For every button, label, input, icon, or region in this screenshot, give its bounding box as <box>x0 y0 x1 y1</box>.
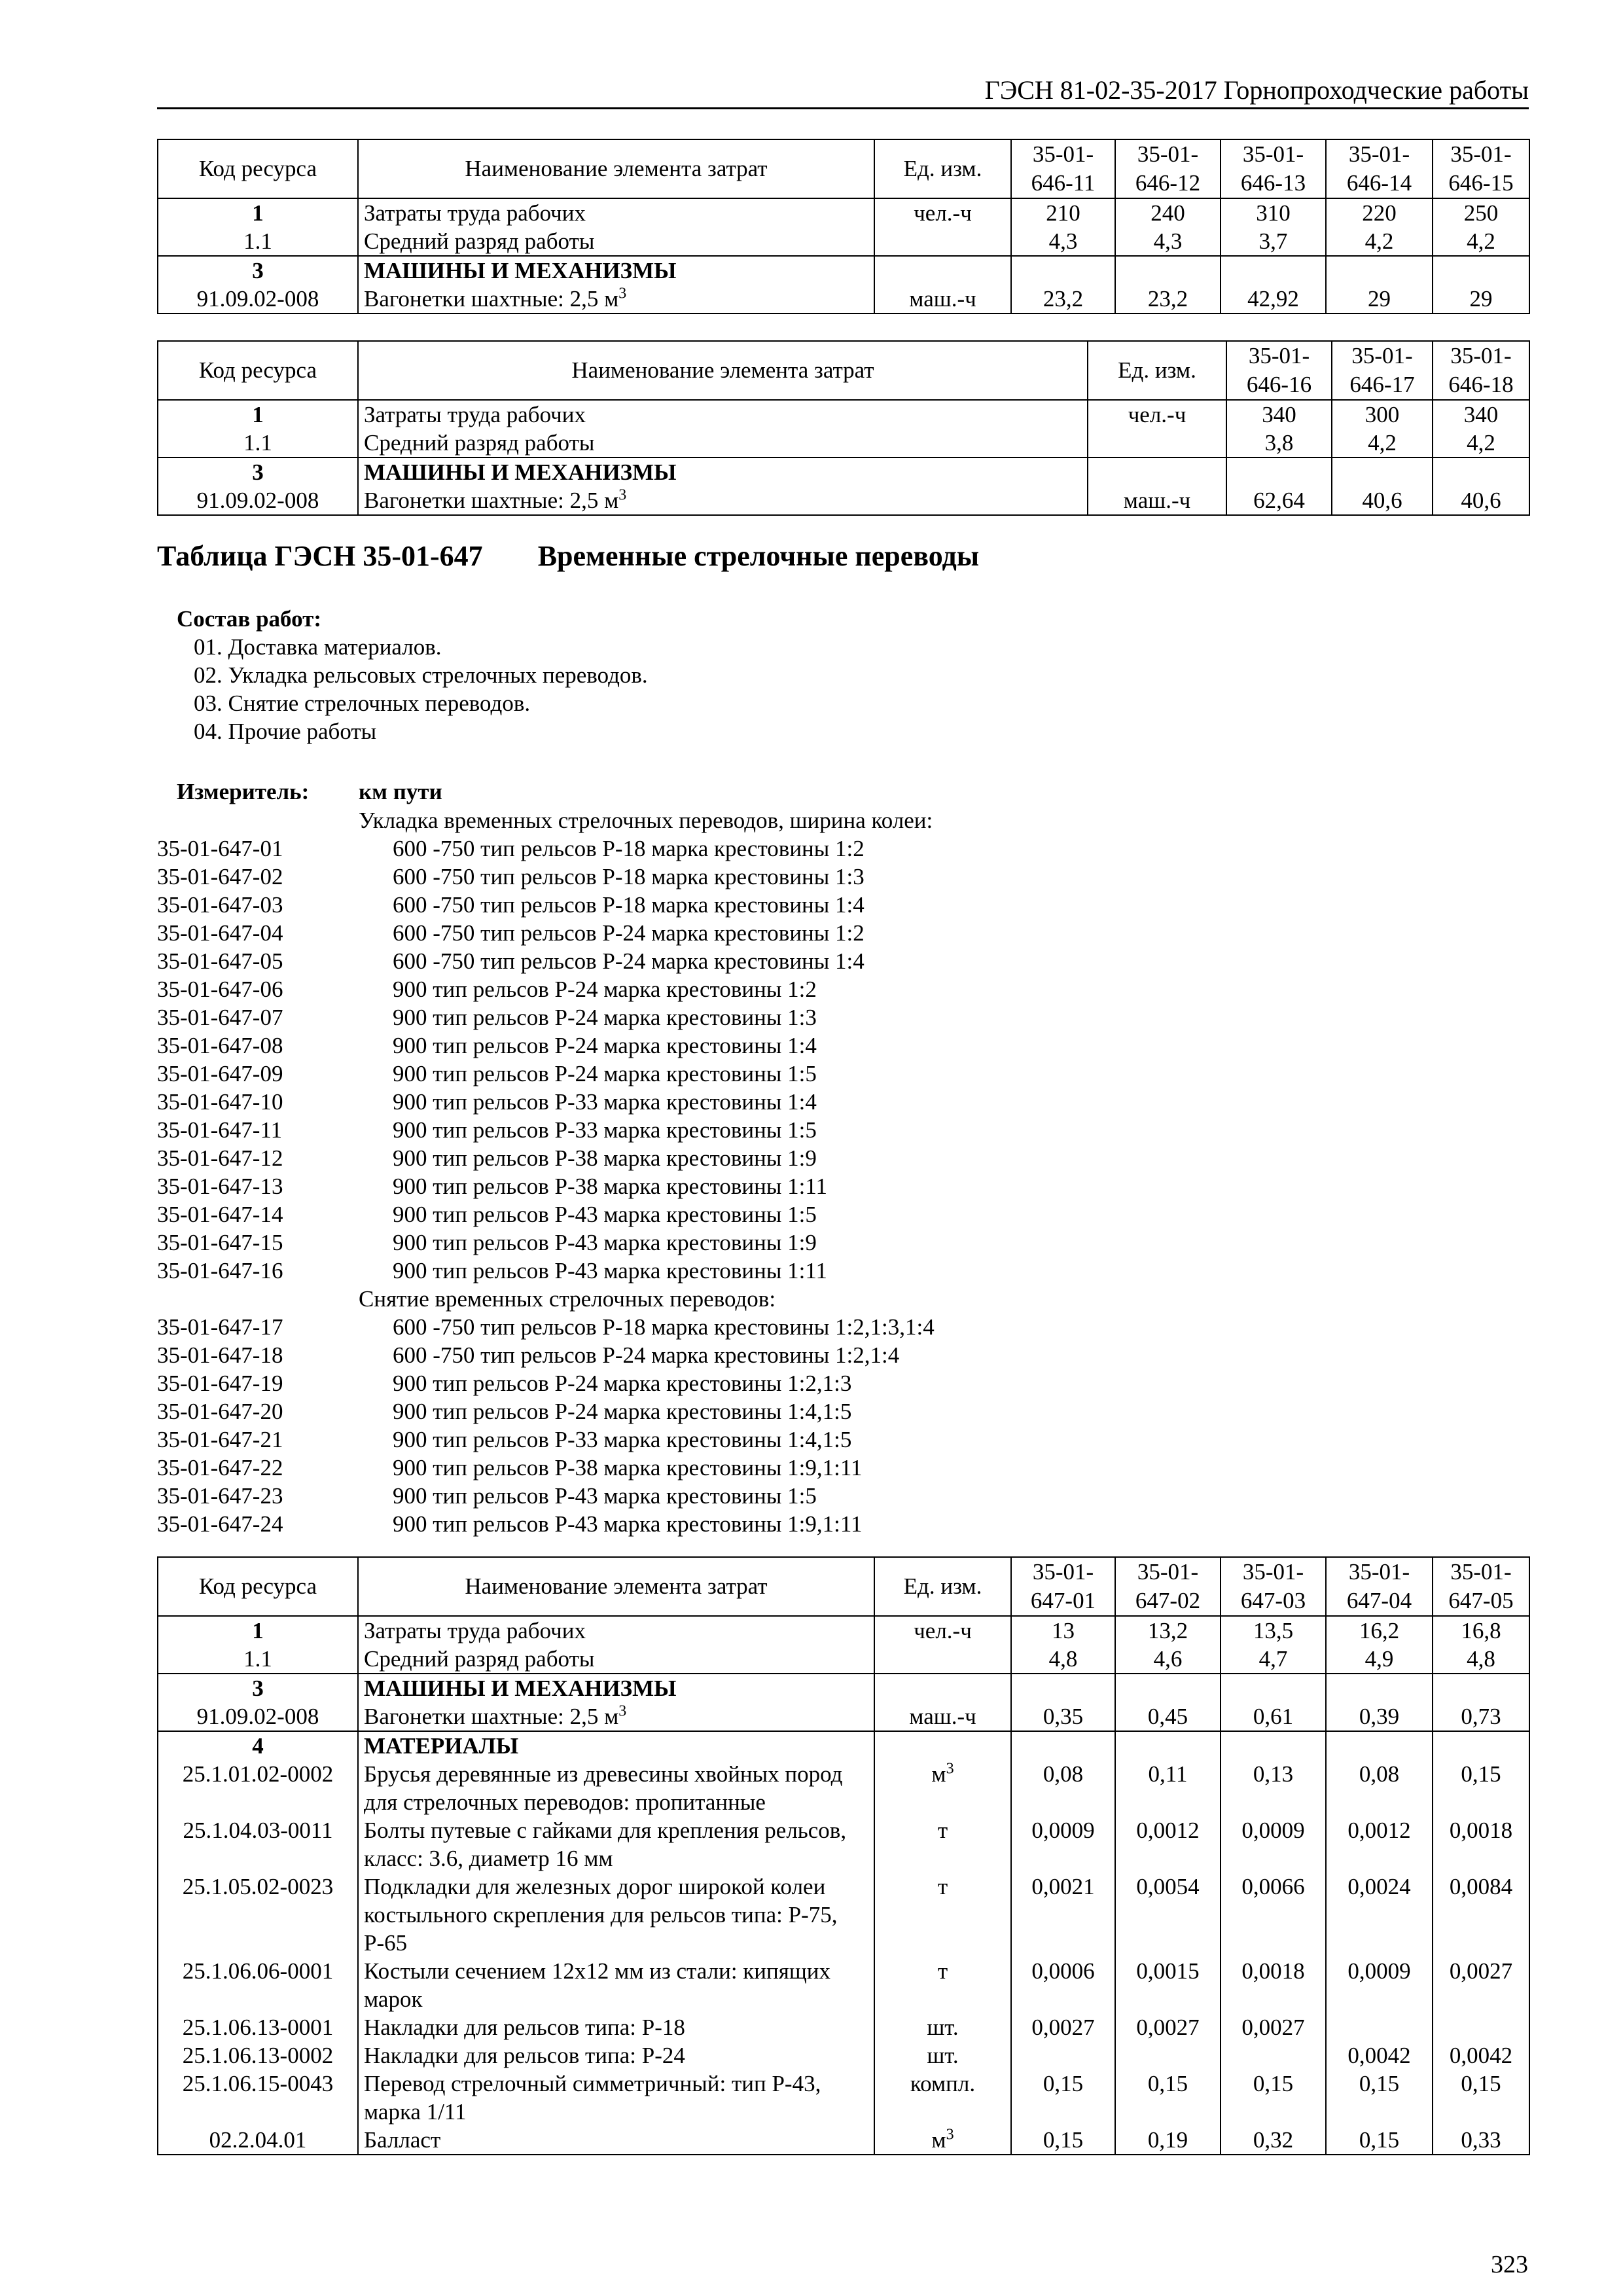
norm-description: 900 тип рельсов Р-33 марка крестовины 1:4,1:5 <box>393 1427 852 1452</box>
table-row: 3 МАШИНЫ И МЕХАНИЗМЫ <box>158 256 1529 285</box>
col-unit-header: Ед. изм. <box>874 139 1011 198</box>
col-norm-header: 35-01- 647-01 <box>1011 1557 1115 1616</box>
col-norm-header: 35-01- 646-11 <box>1011 139 1115 198</box>
col-name-header: Наименование элемента затрат <box>358 1557 874 1616</box>
measure-value: км пути <box>359 779 442 804</box>
norm-code: 35-01-647-06 <box>157 977 283 1002</box>
table-row: 25.1.01.02-0002 Брусья деревянные из древесины хвойных пород для стрелочных переводов: пропитанные $м^3$ 0,08 0,11 0,13 0,08 0,15 <box>158 1760 1529 1816</box>
norm-code: 35-01-647-05 <box>157 948 283 974</box>
page-number: 323 <box>1491 2251 1528 2278</box>
norm-code: 35-01-647-12 <box>157 1145 283 1171</box>
col-norm-header: 35-01- 646-17 <box>1332 341 1433 400</box>
norm-description: 600 -750 тип рельсов Р-18 марка крестовины 1:3 <box>393 864 865 889</box>
norm-code: 35-01-647-19 <box>157 1371 283 1396</box>
composition-block <box>177 605 648 745</box>
table-row: 1 Затраты труда рабочих чел.-ч 13 13,2 13,5 16,2 16,8 <box>158 1616 1529 1645</box>
table-row: 1.1 Средний разряд работы 4,3 4,3 3,7 4,2 4,2 <box>158 227 1529 256</box>
table-row: 91.09.02-008 Вагонетки шахтные: 2,5 $м^3$ маш.-ч 0,35 0,45 0,61 0,39 0,73 <box>158 1702 1529 1731</box>
resource-table-647-01-05 <box>157 1556 1530 2155</box>
norm-code: 35-01-647-21 <box>157 1427 283 1452</box>
norm-description: 900 тип рельсов Р-24 марка крестовины 1:2 <box>393 977 817 1002</box>
norm-code: 35-01-647-09 <box>157 1061 283 1086</box>
col-name-header: Наименование элемента затрат <box>358 139 874 198</box>
table-row: 1 Затраты труда рабочих чел.-ч 210 240 310 220 250 <box>158 198 1529 227</box>
norm-description: 900 тип рельсов Р-38 марка крестовины 1:9 <box>393 1145 817 1171</box>
norm-description: 900 тип рельсов Р-43 марка крестовины 1:5 <box>393 1202 817 1227</box>
table-row: 4 МАТЕРИАЛЫ <box>158 1731 1529 1760</box>
norm-description: 900 тип рельсов Р-24 марка крестовины 1:4,1:5 <box>393 1399 852 1424</box>
table-name: Временные стрелочные переводы <box>537 540 980 572</box>
norm-description: 900 тип рельсов Р-43 марка крестовины 1:9 <box>393 1230 817 1255</box>
composition-item: 02. Укладка рельсовых стрелочных переводов. <box>194 662 648 688</box>
norm-code: 35-01-647-01 <box>157 836 283 861</box>
norm-description: 600 -750 тип рельсов Р-18 марка крестовины 1:2,1:3,1:4 <box>393 1314 935 1340</box>
table-row: 25.1.06.13-0001 Накладки для рельсов типа: Р-18 шт. 0,0027 0,0027 0,0027 <box>158 2013 1529 2041</box>
norm-code: 35-01-647-14 <box>157 1202 283 1227</box>
table-row: 25.1.06.06-0001 Костыли сечением 12х12 мм из стали: кипящих марок т 0,0006 0,0015 0,0018 0,0009 0,0027 <box>158 1957 1529 2013</box>
norm-code: 35-01-647-24 <box>157 1511 283 1537</box>
resource-table-646-11-15 <box>157 139 1530 314</box>
table-row: 25.1.06.13-0002 Накладки для рельсов типа: Р-24 шт. 0,0042 0,0042 <box>158 2041 1529 2070</box>
norm-code: 35-01-647-22 <box>157 1455 283 1480</box>
document-page: ГЭСН 81-02-35-2017 Горнопроходческие работы Код ресурса Наименование элемента затрат Ед. изм. 35-01- 646-11 35-01- 646-12 35-01- 646-13 35-01- 646-14 35-01- 646-15 1 Затраты труда рабочих чел.-ч 210 240 310 220 250 1.1 Средний разряд работы 4,3 4,3 3,7 4,2 4,2 3 МАШИНЫ И МЕХАНИЗМЫ 91.09.02-008 Вагонетки шахтные: 2,5 $м^3$ маш.-ч 23,2 23,2 42,92 29 29 Код ресурса Наименование элемента затрат Ед. изм. 35-01- 646-16 35-01- 646-17 35-01- 646-18 1 Затраты труда рабочих чел.-ч 340 300 340 1.1 Средний разряд работы 3,8 4,2 4,2 3 МАШИНЫ И МЕХАНИЗМЫ 91.09.02-008 Вагонетки шахтные: 2,5 $м^3$ маш.-ч 62,64 40,6 40,6 Таблица ГЭСН 35-01-647 Временные стрелочные переводы Состав работ: 01. Доставка материалов. 02. Укладка рельсовых стрелочных переводов. 03. Снятие стрелочных переводов. 04. Прочие работы Измеритель: км пути Укладка временных стрелочных переводов, ширина колеи: 35-01-647-01 600 -750 тип рельсов Р-18 марка крестовины 1:2 35-01-647-02 600 -750 тип рельсов Р-18 марка крестовины 1:3 35-01-647-03 600 -750 тип рельсов Р-18 марка крестовины 1:4 35-01-647-04 600 -750 тип рельсов Р-24 марка крестовины 1:2 35-01-647-05 600 -750 тип рельсов Р-24 марка крестовины 1:4 35-01-647-06 900 тип рельсов Р-24 марка крестовины 1:2 35-01-647-07 900 тип рельсов Р-24 марка крестовины 1:3 35-01-647-08 900 тип рельсов Р-24 марка крестовины 1:4 35-01-647-09 900 тип рельсов Р-24 марка крестовины 1:5 35-01-647-10 900 тип рельсов Р-33 марка крестовины 1:4 35-01-647-11 900 тип рельсов Р-33 марка крестовины 1:5 35-01-647-12 900 тип рельсов Р-38 марка крестовины 1:9 35-01-647-13 900 тип рельсов Р-38 марка крестовины 1:11 35-01-647-14 900 тип рельсов Р-43 марка крестовины 1:5 35-01-647-15 900 тип рельсов Р-43 марка крестовины 1:9 35-01-647-16 900 тип рельсов Р-43 марка крестовины 1:11 Снятие временных стрелочных переводов: 35-01-647-17 600 -750 тип рельсов Р-18 марка крестовины 1:2,1:3,1:4 35-01-647-18 600 -750 тип рельсов Р-24 марка крестовины 1:2,1:4 35-01-647-19 900 тип рельсов Р-24 марка крестовины 1:2,1:3 35-01-647-20 900 тип рельсов Р-24 марка крестовины 1:4,1:5 35-01-647-21 900 тип рельсов Р-33 марка крестовины 1:4,1:5 35-01-647-22 900 тип рельсов Р-38 марка крестовины 1:9,1:11 35-01-647-23 900 тип рельсов Р-43 марка крестовины 1:5 35-01-647-24 900 тип рельсов Р-43 марка крестовины 1:9,1:11 Код ресурса Наименование элемента затрат Ед. изм. 35-01- 647-01 35-01- 647-02 35-01- 647-03 35-01- 647-04 35-01- 647-05 1 Затраты труда рабочих чел.-ч 13 13,2 13,5 16,2 16,8 1.1 Средний разряд работы 4,8 4,6 4,7 4,9 4,8 3 МАШИНЫ И МЕХАНИЗМЫ 91.09.02-008 Вагонетки шахтные: 2,5 $м^3$ маш.-ч 0,35 0,45 0,61 0,39 0,73 4 МАТЕРИАЛЫ 25.1.01.02-0002 Брусья деревянные из древесины хвойных пород для стрелочных переводов: пропитанные $м^3$ 0,08 0,11 0,13 0,08 0,15 25.1.04.03-0011 Болты путевые с гайками для крепления рельсов, класс: 3.6, диаметр 16 мм т 0,0009 0,0012 0,0009 0,0012 0,0018 25.1.05.02-0023 Подкладки для железных дорог широкой колеи костыльного скрепления для рельсов типа: Р-75, Р-65 т 0,0021 0,0054 0,0066 0,0024 0,0084 25.1.06.06-0001 Костыли сечением 12х12 мм из стали: кипящих марок т 0,0006 0,0015 0,0018 0,0009 0,0027 25.1.06.13-0001 Накладки для рельсов типа: Р-18 шт. 0,0027 0,0027 0,0027 25.1.06.13-0002 Накладки для рельсов типа: Р-24 шт. 0,0042 0,0042 25.1.06.15-0043 Перевод стрелочный симметричный: тип Р-43, марка 1/11 компл. 0,15 0,15 0,15 0,15 0,15 02.2.04.01 Балласт $м^3$ 0,15 0,19 0,32 0,15 0,33 323 <box>0 0 1623 2296</box>
col-code-header: Код ресурса <box>158 341 358 400</box>
norm-description: 900 тип рельсов Р-33 марка крестовины 1:4 <box>393 1089 817 1115</box>
composition-item: 03. Снятие стрелочных переводов. <box>194 691 531 716</box>
table-header-row <box>158 139 1529 198</box>
norm-code: 35-01-647-04 <box>157 920 283 946</box>
norm-code: 35-01-647-17 <box>157 1314 283 1340</box>
col-norm-header: 35-01- 646-16 <box>1226 341 1332 400</box>
norm-description: 600 -750 тип рельсов Р-24 марка крестовины 1:2,1:4 <box>393 1342 900 1368</box>
norm-description: 900 тип рельсов Р-24 марка крестовины 1:3 <box>393 1005 817 1030</box>
table-row: 1 Затраты труда рабочих чел.-ч 340 300 340 <box>158 400 1529 429</box>
table-header-row <box>158 1557 1529 1616</box>
table-row: 02.2.04.01 Балласт $м^3$ 0,15 0,19 0,32 0,15 0,33 <box>158 2126 1529 2155</box>
table-row: 91.09.02-008 Вагонетки шахтные: 2,5 $м^3$ маш.-ч 62,64 40,6 40,6 <box>158 486 1529 515</box>
norm-code: 35-01-647-08 <box>157 1033 283 1058</box>
col-code-header: Код ресурса <box>158 139 358 198</box>
composition-heading: Состав работ: <box>177 606 321 632</box>
norm-description: 900 тип рельсов Р-33 марка крестовины 1:5 <box>393 1117 817 1143</box>
norm-description: 600 -750 тип рельсов Р-18 марка крестовины 1:2 <box>393 836 865 861</box>
norm-code: 35-01-647-18 <box>157 1342 283 1368</box>
resource-table-646-16-18 <box>157 340 1530 516</box>
norm-code: 35-01-647-13 <box>157 1174 283 1199</box>
col-code-header: Код ресурса <box>158 1557 358 1616</box>
table-row: 25.1.04.03-0011 Болты путевые с гайками для крепления рельсов, класс: 3.6, диаметр 16 мм т 0,0009 0,0012 0,0009 0,0012 0,0018 <box>158 1816 1529 1873</box>
norm-code: 35-01-647-02 <box>157 864 283 889</box>
norm-code: 35-01-647-07 <box>157 1005 283 1030</box>
norm-code: 35-01-647-15 <box>157 1230 283 1255</box>
col-norm-header: 35-01- 647-04 <box>1326 1557 1433 1616</box>
table-row: 91.09.02-008 Вагонетки шахтные: 2,5 $м^3$ маш.-ч 23,2 23,2 42,92 29 29 <box>158 285 1529 314</box>
norm-code: 35-01-647-20 <box>157 1399 283 1424</box>
table-row: 3 МАШИНЫ И МЕХАНИЗМЫ <box>158 457 1529 486</box>
col-norm-header: 35-01- 646-13 <box>1221 139 1326 198</box>
table-row: 25.1.05.02-0023 Подкладки для железных дорог широкой колеи костыльного скрепления для рельсов типа: Р-75, Р-65 т 0,0021 0,0054 0,0066 0,0024 0,0084 <box>158 1873 1529 1957</box>
running-header: ГЭСН 81-02-35-2017 Горнопроходческие работы <box>157 73 1529 109</box>
norm-description: 900 тип рельсов Р-43 марка крестовины 1:5 <box>393 1483 817 1509</box>
table-row: 3 МАШИНЫ И МЕХАНИЗМЫ <box>158 1674 1529 1702</box>
table-label: Таблица ГЭСН 35-01-647 <box>157 540 483 572</box>
col-norm-header: 35-01- 647-03 <box>1221 1557 1326 1616</box>
table-row: 25.1.06.15-0043 Перевод стрелочный симметричный: тип Р-43, марка 1/11 компл. 0,15 0,15 0,15 0,15 0,15 <box>158 2070 1529 2126</box>
col-norm-header: 35-01- 647-05 <box>1433 1557 1529 1616</box>
norm-description: 900 тип рельсов Р-38 марка крестовины 1:9,1:11 <box>393 1455 863 1480</box>
norm-code: 35-01-647-03 <box>157 892 283 918</box>
measure-label: Измеритель: <box>177 779 310 804</box>
norm-description: 900 тип рельсов Р-43 марка крестовины 1:9,1:11 <box>393 1511 863 1537</box>
col-norm-header: 35-01- 646-12 <box>1115 139 1221 198</box>
section-title <box>157 539 979 573</box>
composition-item: 01. Доставка материалов. <box>194 634 442 660</box>
norm-code: 35-01-647-16 <box>157 1258 283 1283</box>
norm-code: 35-01-647-23 <box>157 1483 283 1509</box>
col-norm-header: 35-01- 646-14 <box>1326 139 1433 198</box>
col-unit-header: Ед. изм. <box>874 1557 1011 1616</box>
col-norm-header: 35-01- 647-02 <box>1115 1557 1221 1616</box>
col-norm-header: 35-01- 646-15 <box>1433 139 1529 198</box>
col-name-header: Наименование элемента затрат <box>358 341 1088 400</box>
norm-description: 900 тип рельсов Р-24 марка крестовины 1:5 <box>393 1061 817 1086</box>
norm-description: 600 -750 тип рельсов Р-24 марка крестовины 1:4 <box>393 948 865 974</box>
norm-description: 900 тип рельсов Р-43 марка крестовины 1:11 <box>393 1258 828 1283</box>
norm-description: 600 -750 тип рельсов Р-18 марка крестовины 1:4 <box>393 892 865 918</box>
norm-description: 900 тип рельсов Р-24 марка крестовины 1:2,1:3 <box>393 1371 852 1396</box>
table-row: 1.1 Средний разряд работы 3,8 4,2 4,2 <box>158 429 1529 457</box>
composition-item: 04. Прочие работы <box>194 719 377 744</box>
norm-code: 35-01-647-11 <box>157 1117 283 1143</box>
norm-description: 900 тип рельсов Р-24 марка крестовины 1:4 <box>393 1033 817 1058</box>
table-header-row <box>158 341 1529 400</box>
norm-code: 35-01-647-10 <box>157 1089 283 1115</box>
norm-description: 900 тип рельсов Р-38 марка крестовины 1:11 <box>393 1174 828 1199</box>
col-unit-header: Ед. изм. <box>1088 341 1226 400</box>
col-norm-header: 35-01- 646-18 <box>1433 341 1529 400</box>
table-row: 1.1 Средний разряд работы 4,8 4,6 4,7 4,9 4,8 <box>158 1645 1529 1674</box>
norm-description: 600 -750 тип рельсов Р-24 марка крестовины 1:2 <box>393 920 865 946</box>
